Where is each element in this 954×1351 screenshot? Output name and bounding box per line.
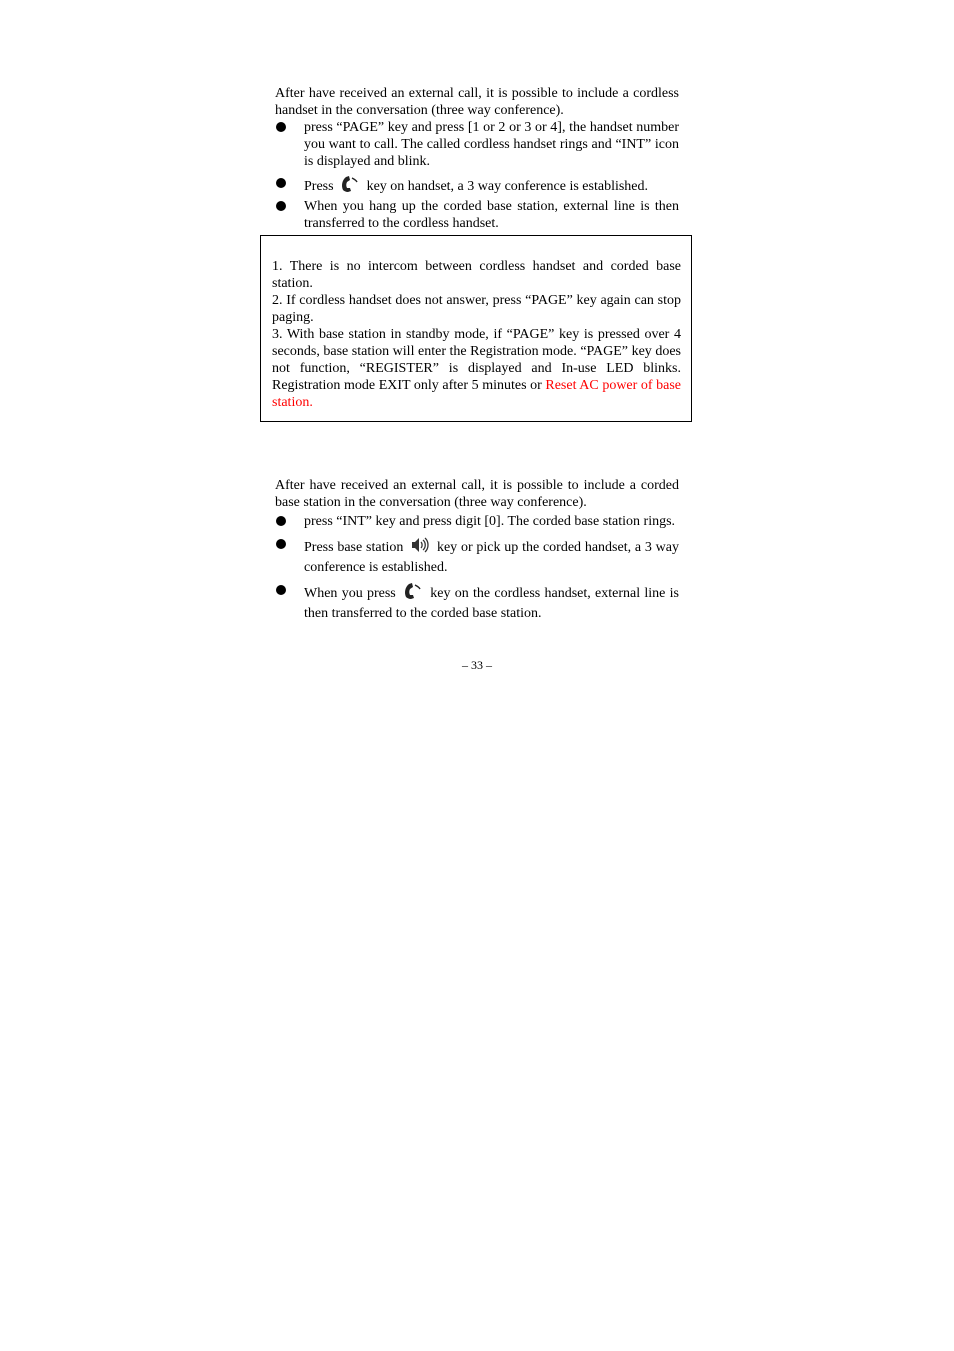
handset-talk-icon <box>340 175 360 198</box>
section1-bullet3-text: When you hang up the corded base station, external line is then transferred to the cordless handset. <box>304 199 679 231</box>
note-item-2: 2. If cordless handset does not answer, press “PAGE” key again can stop paging. <box>272 293 681 325</box>
note-item-1: 1. There is no intercom between cordless handset and corded base station. <box>272 259 681 291</box>
note-item-3-red-text: Reset AC power of base station. <box>272 378 682 410</box>
list-item <box>275 198 679 232</box>
note-item-3 <box>272 326 681 411</box>
section2-bullet2-post: key or pick up the corded handset, a 3 way conference is established. <box>304 540 680 575</box>
page-number: – 33 – <box>462 658 492 672</box>
section1-bullet-list <box>275 119 679 232</box>
note-box <box>260 235 692 422</box>
section2-bullet-list <box>275 513 679 622</box>
list-item <box>275 119 679 170</box>
section-cordless-conference <box>275 85 679 232</box>
bullet-dot-icon <box>276 539 286 549</box>
bullet-dot-icon <box>276 178 286 188</box>
bullet-dot-icon <box>276 585 286 595</box>
section2-bullet3-pre: When you press <box>304 586 396 601</box>
section1-bullet1-text: press “PAGE” key and press [1 or 2 or 3 or 4], the handset number you want to call. The called cordless handset rings and “INT” icon is displayed and blink. <box>304 120 679 169</box>
section1-bullet2-pre: Press <box>304 179 334 194</box>
speaker-icon <box>410 536 430 559</box>
bullet-dot-icon <box>276 122 286 132</box>
section2-bullet1-text: press “INT” key and press digit [0]. The corded base station rings. <box>304 514 676 529</box>
section1-bullet2-post: key on handset, a 3 way conference is established. <box>366 179 649 194</box>
section-corded-conference <box>275 477 679 622</box>
section2-bullet3-post: key on the cordless handset, external line is then transferred to the corded base station. <box>304 586 679 621</box>
handset-talk-icon <box>403 582 423 605</box>
list-item <box>275 175 679 198</box>
section2-intro: After have received an external call, it is possible to include a corded base station in the conversation (three way conference). <box>275 478 679 510</box>
bullet-dot-icon <box>276 516 286 526</box>
note-content <box>272 258 681 411</box>
bullet-dot-icon <box>276 201 286 211</box>
list-item <box>275 513 679 530</box>
section1-intro: After have received an external call, it is possible to include a cordless handset in the conversation (three way conference). <box>275 86 679 118</box>
section2-bullet2-pre: Press base station <box>304 540 404 555</box>
note-item-3-text: 3. With base station in standby mode, if “PAGE” key is pressed over 4 seconds, base station will enter the Registration mode. “PAGE” key does not function, “REGISTER” is displayed and In-use LED blinks. Registration mode EXIT only after 5 minutes or <box>272 327 681 393</box>
list-item <box>275 582 679 622</box>
list-item <box>275 536 679 576</box>
